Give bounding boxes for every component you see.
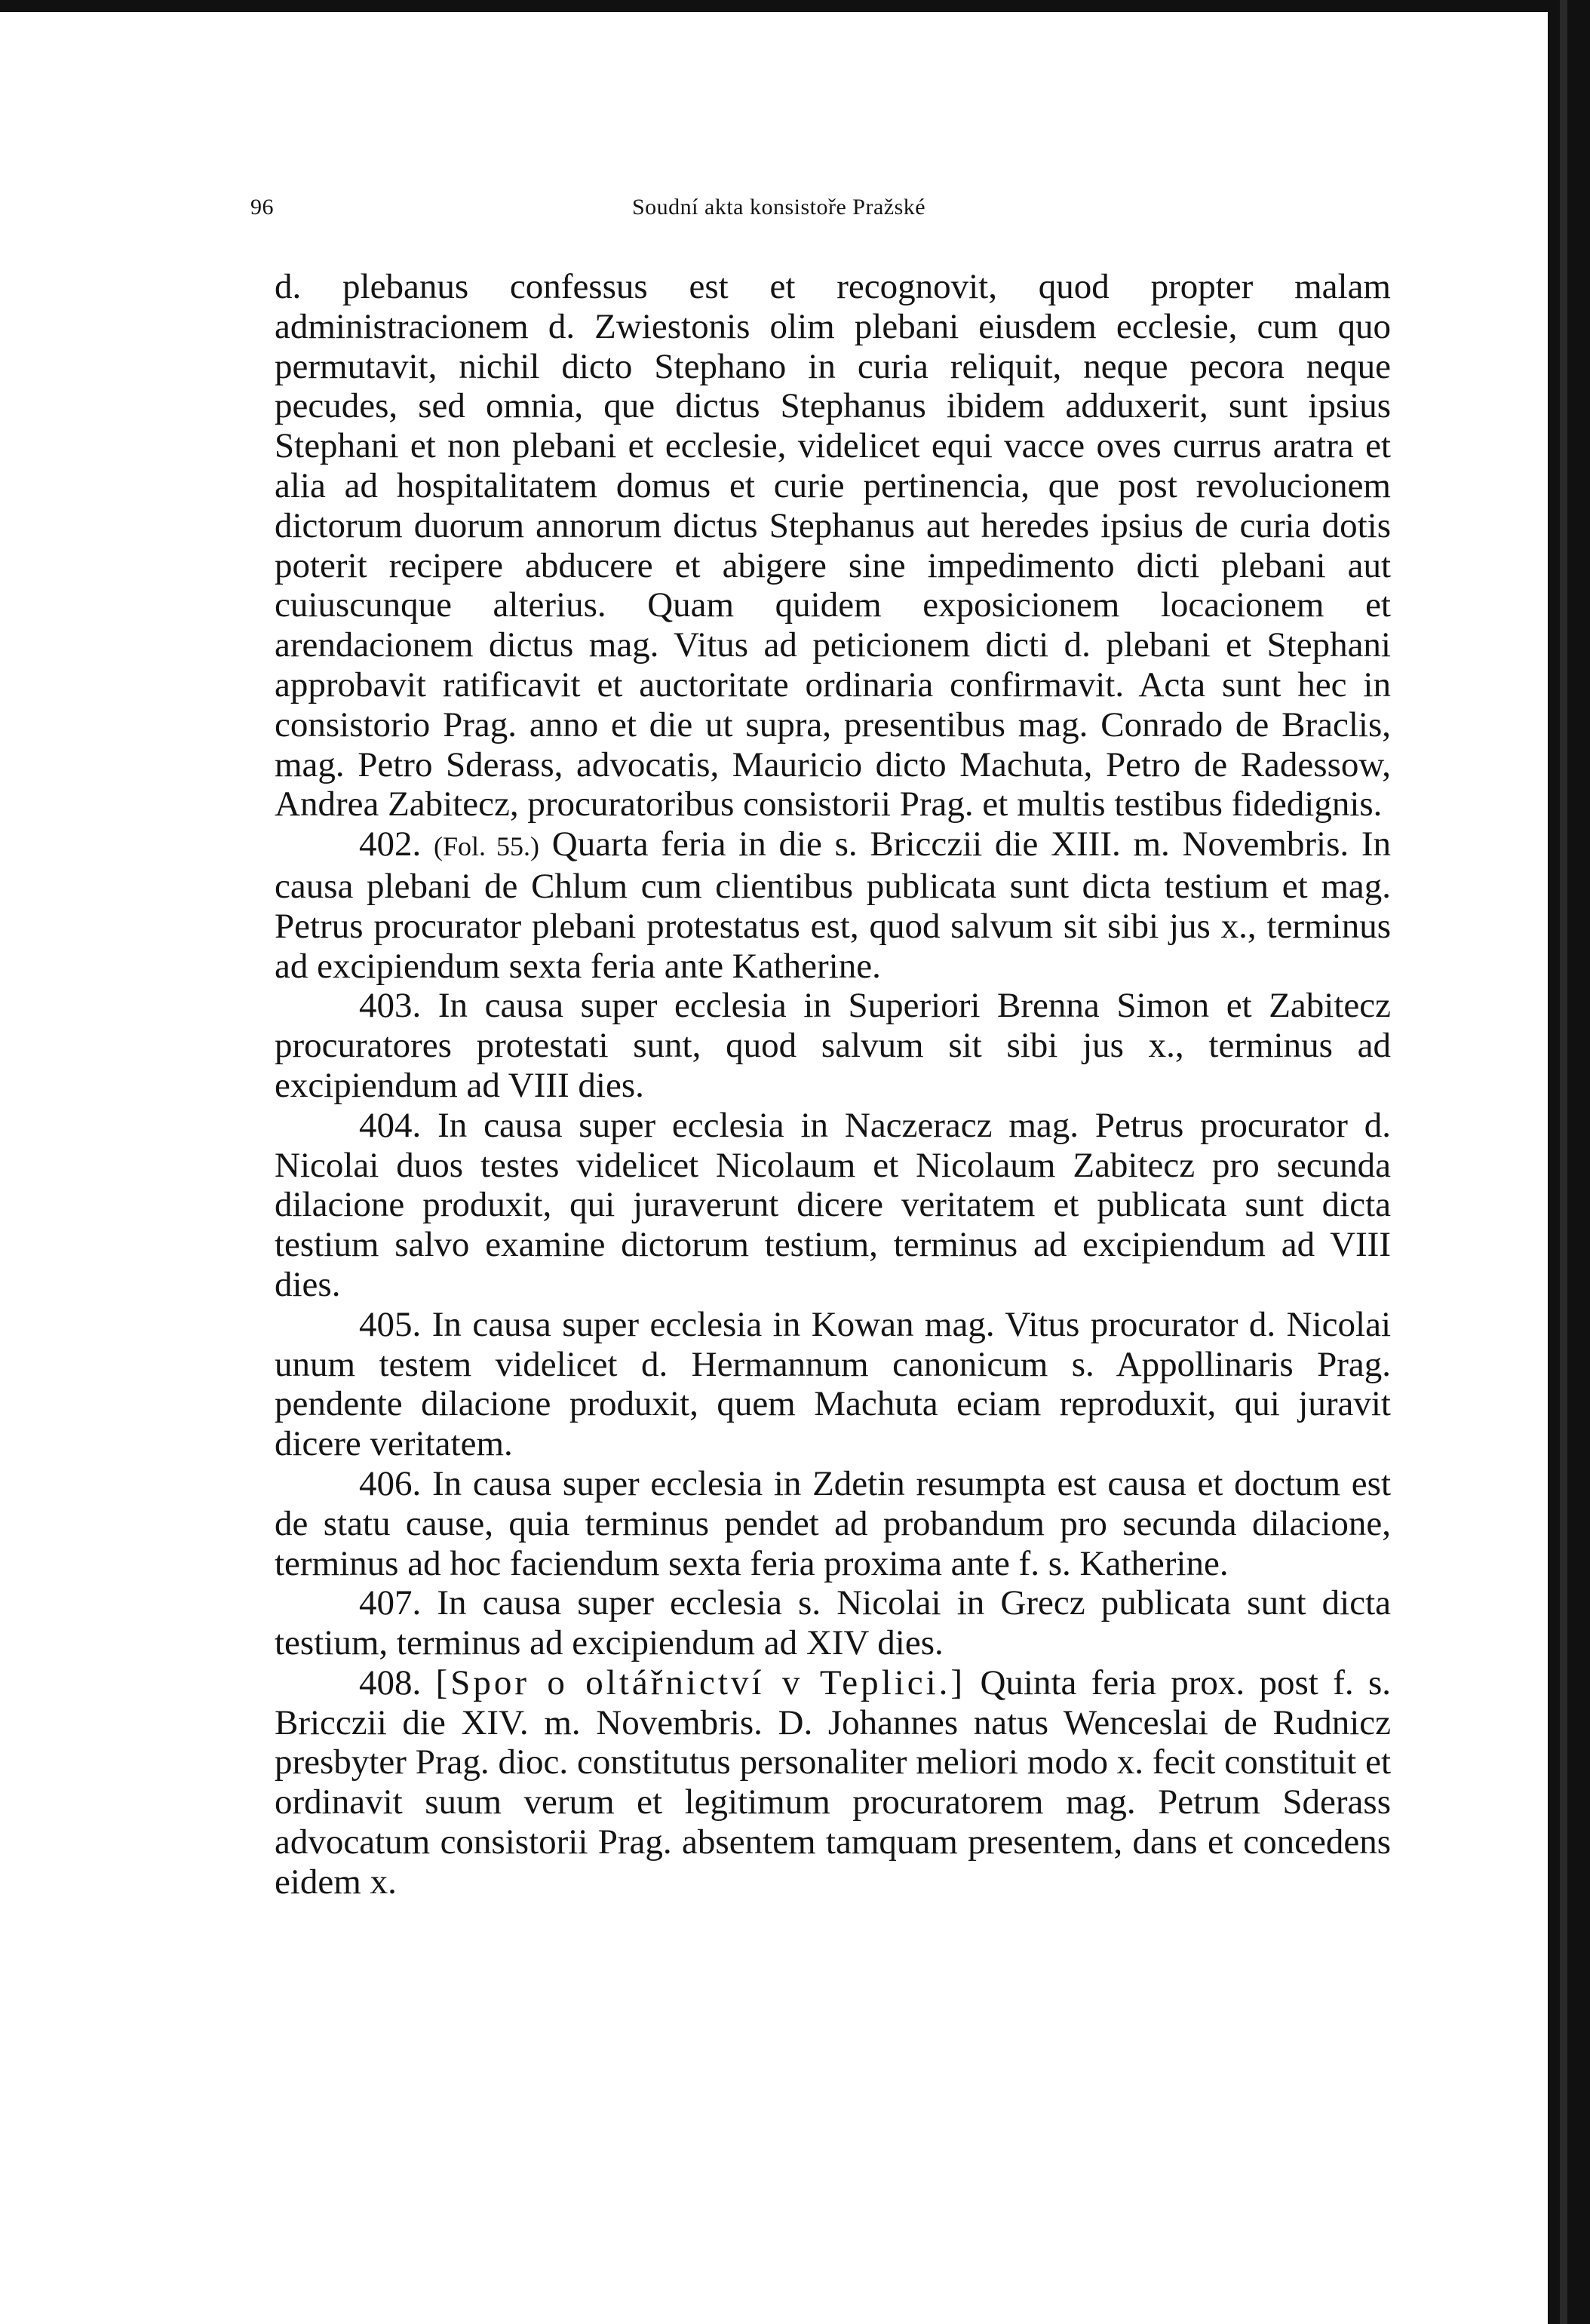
entry-number: 406. — [359, 1463, 422, 1503]
entry-404 — [275, 1106, 1391, 1305]
entry-403 — [275, 986, 1391, 1105]
scan-border-right-edge — [1560, 0, 1567, 2324]
entry-407 — [275, 1583, 1391, 1663]
entry-number: 405. — [359, 1304, 422, 1344]
entry-text: In causa super ecclesia in Naczeracz mag. Petrus procurator d. Nicolai duos testes videlicet Nicolaum et Nicolaum Zabitecz pro secunda dilacione produxit, qui juraverunt dicere veritatem et publicata sunt dicta testium salvo examine dictorum testium, terminus ad excipiendum ad VIII dies. — [275, 1105, 1391, 1304]
scan-border-right — [1548, 0, 1590, 2324]
entry-text: Quarta feria in die s. Bricczii die XIII. m. Novembris. In causa plebani de Chlum cum clientibus publicata sunt dicta testium et mag. Petrus procurator plebani protestatus est, quod salvum sit sibi jus x., terminus ad excipiendum sexta feria ante Katherine. — [275, 824, 1392, 986]
paragraph-continuation: d. plebanus confessus est et recognovit, quod propter malam administracionem d. Zwiestonis olim plebani eiusdem ecclesie, cum quo permutavit, nichil dicto Stephano in curia reliquit, neque pecora neque pecudes, sed omnia, que dictus Stephanus ibidem adduxerit, sunt ipsius Stephani et non plebani et ecclesie, videlicet equi vacce oves currus aratra et alia ad hospitalitatem domus et curie pertinencia, que post revolucionem dictorum duorum annorum dictus Stephanus aut heredes ipsius de curia dotis poterit recipere abducere et abigere sine impedimento dicti plebani aut cuiuscunque alterius. Quam quidem exposicionem locacionem et arendacionem dictus mag. Vitus ad peticionem dicti d. plebani et Stephani approbavit ratificavit et auctoritate ordinaria confirmavit. Acta sunt hec in consistorio Prag. anno et die ut supra, presentibus mag. Conrado de Braclis, mag. Petro Sderass, advocatis, Mauricio dicto Machuta, Petro de Radessow, Andrea Zabitecz, procuratoribus consistorii Prag. et multis testibus fidedignis. — [275, 267, 1391, 824]
entry-text: In causa super ecclesia in Zdetin resumpta est causa et doctum est de statu cause, quia terminus pendet ad probandum pro secunda dilacione, terminus ad hoc faciendum sexta feria proxima ante f. s. Katherine. — [275, 1463, 1391, 1583]
document-body — [275, 267, 1391, 1902]
entry-text: In causa super ecclesia s. Nicolai in Grecz publicata sunt dicta testium, terminus ad excipiendum ad XIV dies. — [275, 1583, 1392, 1663]
running-title: Soudní akta konsistoře Pražské — [632, 195, 926, 220]
entry-number: 408. — [359, 1662, 422, 1702]
entry-402 — [275, 824, 1391, 986]
entry-number: 404. — [359, 1105, 422, 1145]
entry-text: Quinta feria prox. post f. s. Bricczii die XIV. m. Novembris. D. Johannes natus Wenceslai de Rudnicz presbyter Prag. dioc. constitutus personaliter meliori modo x. fecit constituit et ordinavit suum verum et legitimum procuratorem mag. Petrum Sderass advocatum consistorii Prag. absentem tamquam presentem, dans et concedens eidem x. — [275, 1662, 1392, 1902]
entry-number: 403. — [359, 986, 422, 1026]
entry-text: In causa super ecclesia in Kowan mag. Vitus procurator d. Nicolai unum testem videlicet d. Hermannum canonicum s. Appollinaris Prag. pendente dilacione produxit, quem Machuta eciam reproduxit, qui juravit dicere veritatem. — [275, 1304, 1392, 1464]
page-number: 96 — [250, 195, 274, 220]
entry-number: 407. — [359, 1583, 422, 1623]
entry-405 — [275, 1305, 1391, 1464]
scan-border-top — [0, 0, 1590, 12]
folio-reference: (Fol. 55.) — [434, 831, 539, 862]
entry-number: 402. — [359, 824, 422, 864]
entry-406 — [275, 1464, 1391, 1583]
entry-heading: [Spor o oltářnictví v Teplici.] — [435, 1662, 966, 1702]
entry-408 — [275, 1663, 1391, 1902]
entry-text: In causa super ecclesia in Superiori Brenna Simon et Zabitecz procuratores protestati sunt, quod salvum sit sibi jus x., terminus ad excipiendum ad VIII dies. — [275, 986, 1391, 1105]
